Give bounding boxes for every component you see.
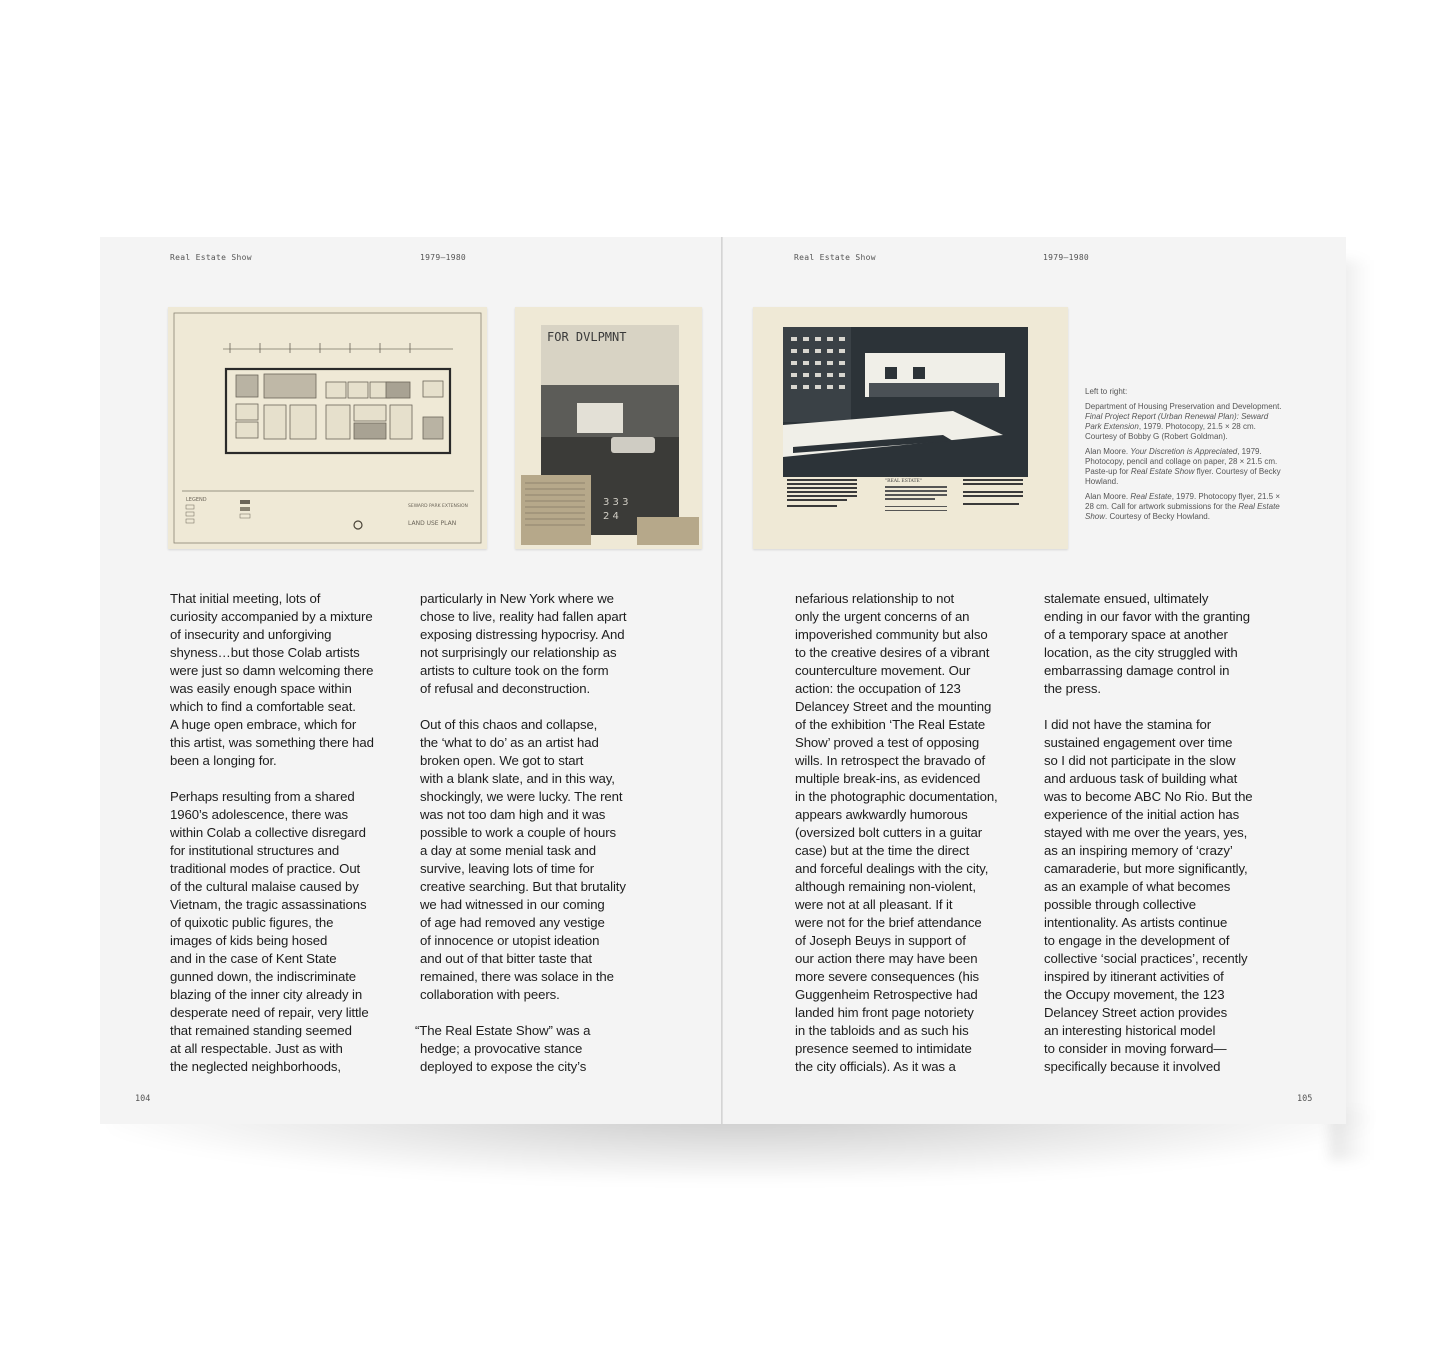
page-number-right: 105	[1297, 1094, 1313, 1104]
paragraph: I did not have the stamina for sustained engagement over time so I did not participate in the slow and arduous task of building what was to become ABC No Rio. But the experience of the initial action has stayed with me over the years, yes, as an inspiring memory of ‘crazy’ camaraderie, but more significantly, as an example of what becomes possible through collective intentionality. As artists continue to engage in the development of collective ‘social practices’, recently inspired by itinerant activities of the Occupy movement, the 123 Delancey Street action provides an interesting historical model to consider in moving forward— specifically because it involved	[1044, 717, 1253, 1074]
paragraph: nefarious relationship to not only the urgent concerns of an impoverished community but also to the creative desires of a vibrant counterculture movement. Our action: the occupation of 123 Delancey Street and the mounting of the exhibition ‘The Real Estate Show’ proved a test of opposing wills. In retrospect the bravado of multiple break-ins, as evidenced in the photographic documentation, appears awkwardly humorous (oversized bolt cutters in a guitar case) but at the time the direct and forceful dealings with the city, although remaining non-violent, were not at all pleasant. If it were not for the brief attendance of Joseph Beuys in support of our action there may have been more severe consequences (his Guggenheim Retrospective had landed him front page notoriety in the tabloids and as such his presence seemed to intimidate the city officials). As it was a	[795, 591, 998, 1074]
land-use-plan-image	[168, 307, 487, 549]
running-head-years: 1979–1980	[420, 253, 467, 262]
svg-text:SEWARD PARK EXTENSION: SEWARD PARK EXTENSION	[408, 504, 468, 509]
running-head-title: Real Estate Show	[170, 253, 252, 262]
caption-intro: Left to right:	[1085, 387, 1128, 396]
page-number-left: 104	[135, 1094, 151, 1104]
svg-text:LEGEND: LEGEND	[186, 497, 207, 503]
body-column-1	[170, 590, 410, 1094]
running-head-title: Real Estate Show	[794, 253, 876, 262]
figure-real-estate-flyer	[753, 307, 1068, 549]
real-estate-flyer-image	[753, 307, 1068, 549]
paragraph: Perhaps resulting from a shared 1960’s adolescence, there was within Colab a collective disregard for institutional structures and traditional modes of practice. Out of the cultural malaise caused by Vietnam, the tragic assassinations of quixotic public figures, the images of kids being hosed and in the case of Kent State gunned down, the indiscriminate blazing of the inner city already in desperate need of repair, very little that remained standing seemed at all respectable. Just as with the neglected neighborhoods,	[170, 789, 369, 1074]
svg-text:"REAL ESTATE": "REAL ESTATE"	[885, 479, 922, 484]
discretion-flyer-image	[515, 307, 702, 549]
figure-caption	[1085, 387, 1285, 527]
paragraph: particularly in New York where we chose to live, reality had fallen apart exposing distressing hypocrisy. And not surprisingly our relationship as artists to culture took on the form of refusal and deconstruction.	[420, 591, 627, 696]
svg-text:2 4: 2 4	[603, 511, 619, 522]
caption-entry-1: Department of Housing Preservation and Development. Final Project Report (Urban Renewal Plan): Seward Park Extension, 1979. Photocopy, 21.5 × 28 cm. Courtesy of Bobby G (Robert Goldman).	[1085, 402, 1282, 441]
body-column-2	[415, 590, 660, 1094]
svg-text:LAND USE PLAN: LAND USE PLAN	[408, 520, 457, 527]
paragraph: “The Real Estate Show” was a hedge; a provocative stance deployed to expose the city’s	[415, 1023, 591, 1074]
figure-discretion-flyer	[515, 307, 702, 549]
caption-entry-3: Alan Moore. Real Estate, 1979. Photocopy flyer, 21.5 × 28 cm. Call for artwork submissions for the Real Estate Show. Courtesy of Becky Howland.	[1085, 492, 1281, 521]
caption-entry-2: Alan Moore. Your Discretion is Appreciated, 1979. Photocopy, pencil and collage on paper, 28 × 21.5 cm. Paste-up for Real Estate Show flyer. Courtesy of Becky Howland.	[1085, 447, 1281, 486]
body-column-3	[795, 590, 1035, 1094]
left-page	[100, 237, 722, 1124]
right-page	[723, 237, 1346, 1124]
body-column-4	[1044, 590, 1284, 1094]
svg-text:FOR DVLPMNT: FOR DVLPMNT	[547, 330, 627, 344]
figure-land-use-plan	[168, 307, 487, 549]
paragraph: That initial meeting, lots of curiosity accompanied by a mixture of insecurity and unforgiving shyness…but those Colab artists were just so damn welcoming there was easily enough space within which to find a comfortable seat. A huge open embrace, which for this artist, was something there had been a longing for.	[170, 591, 374, 768]
paragraph: Out of this chaos and collapse, the ‘what to do’ as an artist had broken open. We got to start with a blank slate, and in this way, shockingly, we were lucky. The rent was not too dam high and it was possible to work a couple of hours a day at some menial task and survive, leaving lots of time for creative searching. But that brutality we had witnessed in our coming of age had removed any vestige of innocence or utopist ideation and out of that bitter taste that remained, there was solace in the collaboration with peers.	[420, 717, 626, 1002]
svg-text:3 3 3: 3 3 3	[603, 497, 629, 508]
running-head-years: 1979–1980	[1043, 253, 1090, 262]
paragraph: stalemate ensued, ultimately ending in our favor with the granting of a temporary space at another location, as the city struggled with embarrassing damage control in the press.	[1044, 591, 1250, 696]
